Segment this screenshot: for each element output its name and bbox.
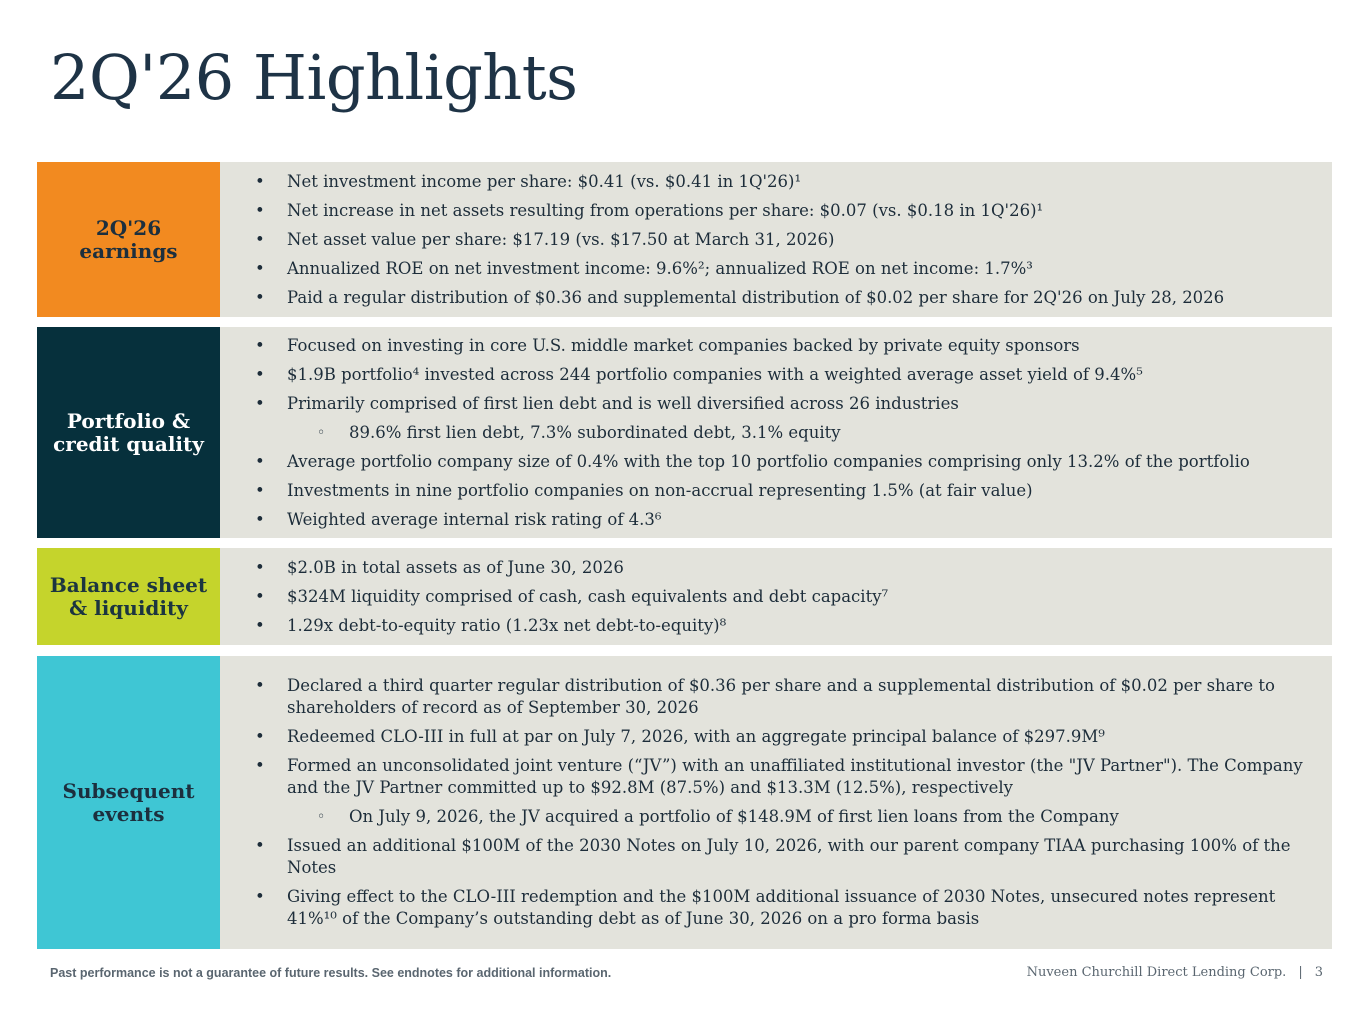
section-earnings — [37, 162, 1332, 317]
list-item: • Net asset value per share: $17.19 (vs. $17.50 at March 31, 2026) — [220, 229, 1314, 251]
footer-disclaimer: Past performance is not a guarantee of future results. See endnotes for additional information. — [50, 966, 612, 980]
list-item: • Formed an unconsolidated joint venture (“JV”) with an unaffiliated institutional investor (the "JV Partner"). The Company and the JV Partner committed up to $92.8M (87.5%) and $13.3M (12.5%), respectively — [220, 755, 1314, 799]
bullet-list — [220, 335, 1332, 531]
list-item: • Primarily comprised of first lien debt and is well diversified across 26 industries — [220, 393, 1314, 415]
list-item: • Net investment income per share: $0.41 (vs. $0.41 in 1Q'26)¹ — [220, 171, 1314, 193]
section-label: Subsequent events — [37, 656, 220, 949]
list-item: • Giving effect to the CLO-III redemption and the $100M additional issuance of 2030 Notes, unsecured notes represent 41%¹⁰ of the Company’s outstanding debt as of June 30, 2026 on a pro forma basis — [220, 886, 1314, 930]
section-body — [220, 656, 1332, 949]
bullet-list — [220, 171, 1332, 309]
list-item: • Declared a third quarter regular distribution of $0.36 per share and a supplemental distribution of $0.02 per share to shareholders of record as of September 30, 2026 — [220, 675, 1314, 719]
sub-list-item: ◦ 89.6% first lien debt, 7.3% subordinated debt, 3.1% equity — [220, 422, 1314, 444]
list-item: • Weighted average internal risk rating of 4.3⁶ — [220, 509, 1314, 531]
section-label: 2Q'26 earnings — [37, 162, 220, 317]
list-item: • Issued an additional $100M of the 2030 Notes on July 10, 2026, with our parent company TIAA purchasing 100% of the Notes — [220, 835, 1314, 879]
list-item: • $2.0B in total assets as of June 30, 2026 — [220, 557, 1314, 579]
sub-list-item: ◦ On July 9, 2026, the JV acquired a portfolio of $148.9M of first lien loans from the Company — [220, 806, 1314, 828]
footer-separator: | — [1298, 965, 1303, 980]
section-balance-sheet — [37, 548, 1332, 645]
list-item: • Paid a regular distribution of $0.36 and supplemental distribution of $0.02 per share for 2Q'26 on July 28, 2026 — [220, 287, 1314, 309]
list-item: • $324M liquidity comprised of cash, cash equivalents and debt capacity⁷ — [220, 586, 1314, 608]
section-portfolio — [37, 327, 1332, 538]
list-item: • Focused on investing in core U.S. middle market companies backed by private equity sponsors — [220, 335, 1314, 357]
list-item: • 1.29x debt-to-equity ratio (1.23x net debt-to-equity)⁸ — [220, 615, 1314, 637]
page-title: 2Q'26 Highlights — [50, 41, 578, 114]
list-item: • $1.9B portfolio⁴ invested across 244 portfolio companies with a weighted average asset yield of 9.4%⁵ — [220, 364, 1314, 386]
section-body — [220, 548, 1332, 645]
section-label: Balance sheet & liquidity — [37, 548, 220, 645]
footer-company: Nuveen Churchill Direct Lending Corp. — [1026, 965, 1287, 980]
section-body — [220, 162, 1332, 317]
section-body — [220, 327, 1332, 538]
bullet-list — [220, 675, 1332, 930]
page-number: 3 — [1314, 965, 1323, 980]
section-subsequent-events — [37, 656, 1332, 949]
list-item: • Average portfolio company size of 0.4% with the top 10 portfolio companies comprising only 13.2% of the portfolio — [220, 451, 1314, 473]
bullet-list — [220, 557, 1332, 637]
section-label: Portfolio & credit quality — [37, 327, 220, 538]
list-item: • Redeemed CLO-III in full at par on July 7, 2026, with an aggregate principal balance of $297.9M⁹ — [220, 726, 1314, 748]
list-item: • Annualized ROE on net investment income: 9.6%²; annualized ROE on net income: 1.7%³ — [220, 258, 1314, 280]
list-item: • Investments in nine portfolio companies on non-accrual representing 1.5% (at fair value) — [220, 480, 1314, 502]
footer-right — [1027, 965, 1323, 980]
list-item: • Net increase in net assets resulting from operations per share: $0.07 (vs. $0.18 in 1Q'26)¹ — [220, 200, 1314, 222]
